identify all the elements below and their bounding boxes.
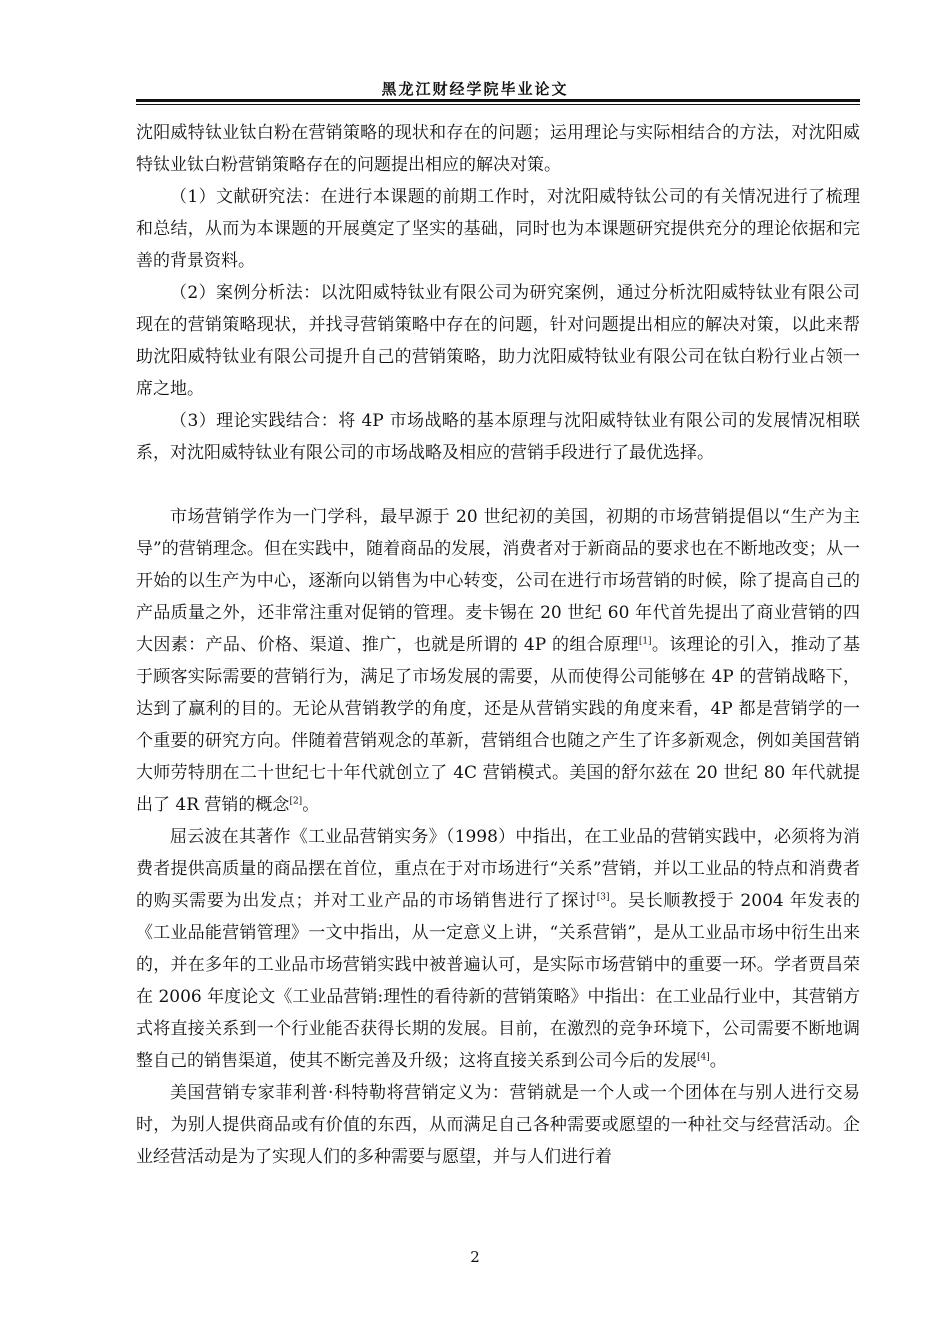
paragraph-gap — [136, 469, 860, 501]
paragraph-text: 。吴长顺教授于 2004 年发表的《工业品能营销管理》一文中指出，从一定意义上讲，“关系营销”，是从工业品市场中衍生出来的，并在多年的工业品市场营销实践中被普遍认可，是实际市场营销中的重要一环。学者贾昌荣在 2006 年度论文《工业品营销:理性的看待新的营销策略》中指出：在工业品行业中，其营销方式将直接关系到一个行业能否获得长期的发展。目前，在激烈的竞争环境下，公司需要不断地调整自己的销售渠道，使其不断完善及升级；这将直接关系到公司今后的发展 — [136, 891, 860, 1071]
paragraph — [136, 1077, 860, 1173]
citation-ref: [1] — [638, 636, 652, 647]
citation-ref: [4] — [697, 1052, 710, 1063]
page-number: 2 — [470, 1248, 480, 1266]
paragraph-text: 市场营销学作为一门学科，最早源于 20 世纪初的美国，初期的市场营销提倡以“生产为主导”的营销理念。但在实践中，随着商品的发展，消费者对于新商品的要求也在不断地改变；从一开始的以生产为中心，逐渐向以销售为中心转变，公司在进行市场营销的时候，除了提高自己的产品质量之外，还非常注重对促销的管理。麦卡锡在 20 世纪 60 年代首先提出了商业营销的四大因素：产品、价格、渠道、推广，也就是所谓的 4P 的组合原理 — [136, 507, 860, 655]
paragraph — [136, 501, 860, 821]
paragraph — [136, 181, 860, 277]
body-text — [136, 117, 860, 1173]
paragraph-text: 。该理论的引入，推动了基于顾客实际需要的营销行为，满足了市场发展的需要，从而使得公司能够在 4P 的营销战略下，达到了赢利的目的。无论从营销教学的角度，还是从营销实践的角度来看，4P 都是营销学的一个重要的研究方向。伴随着营销观念的革新，营销组合也随之产生了许多新观念，例如美国营销大师劳特朋在二十世纪七十年代就创立了 4C 营销模式。美国的舒尔兹在 20 世纪 80 年代就提出了 4R 营销的概念 — [136, 635, 861, 815]
paragraph-text: 。 — [709, 1051, 727, 1071]
paragraph-text: （2）案例分析法：以沈阳威特钛业有限公司为研究案例，通过分析沈阳威特钛业有限公司现在的营销策略现状，并找寻营销策略中存在的问题，针对问题提出相应的解决对策，以此来帮助沈阳威特钛业有限公司提升自己的营销策略，助力沈阳威特钛业有限公司在钛白粉行业占领一席之地。 — [136, 283, 860, 399]
paragraph — [136, 277, 860, 405]
paragraph — [136, 405, 860, 469]
paragraph-text: 。 — [302, 795, 320, 815]
citation-ref: [2] — [289, 796, 303, 807]
header-rule-thin — [136, 104, 860, 105]
paragraph — [136, 117, 860, 181]
header-title: 黑龙江财经学院毕业论文 — [381, 80, 569, 98]
paragraph-text: 沈阳威特钛业钛白粉在营销策略的现状和存在的问题；运用理论与实际相结合的方法，对沈阳威特钛业钛白粉营销策略存在的问题提出相应的解决对策。 — [136, 123, 860, 175]
citation-ref: [3] — [596, 892, 610, 903]
paragraph-text: （1）文献研究法：在进行本课题的前期工作时，对沈阳威特钛公司的有关情况进行了梳理和总结，从而为本课题的开展奠定了坚实的基础，同时也为本课题研究提供充分的理论依据和完善的背景资料。 — [136, 187, 860, 271]
paragraph — [136, 821, 860, 1077]
paragraph-text: （3）理论实践结合：将 4P 市场战略的基本原理与沈阳威特钛业有限公司的发展情况相联系，对沈阳威特钛业有限公司的市场战略及相应的营销手段进行了最优选择。 — [136, 411, 860, 463]
header-rule-thick — [136, 99, 860, 102]
paragraph-text: 美国营销专家菲利普·科特勒将营销定义为：营销就是一个人或一个团体在与别人进行交易时，为别人提供商品或有价值的东西，从而满足自己各种需要或愿望的一种社交与经营活动。企业经营活动是为了实现人们的多种需要与愿望，并与人们进行着 — [136, 1083, 860, 1167]
paragraph-text: 屈云波在其著作《工业品营销实务》（1998）中指出，在工业品的营销实践中，必须将为消费者提供高质量的商品摆在首位，重点在于对市场进行“关系”营销，并以工业品的特点和消费者的购买需要为出发点；并对工业产品的市场销售进行了探讨 — [136, 827, 860, 911]
